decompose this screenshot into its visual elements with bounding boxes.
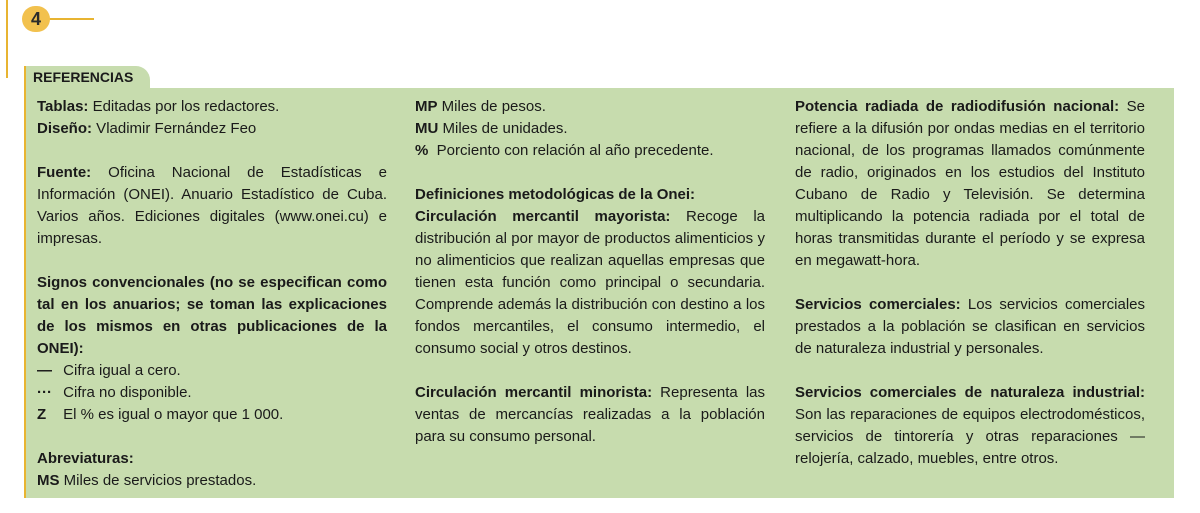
abbrev-mu: MU Miles de unidades. [415, 120, 568, 137]
def-minorista: Circulación mercantil minorista: Representa las ventas de mercancías realizadas a la población para su consumo personal. [415, 384, 765, 445]
definiciones-heading: Definiciones metodológicas de la Onei: [415, 186, 696, 203]
signo-item: ··· Cifra no disponible. [37, 384, 192, 401]
abreviaturas-heading: Abreviaturas: [37, 450, 134, 467]
signo-item: — Cifra igual a cero. [37, 362, 181, 379]
page-number: 4 [22, 6, 50, 32]
def-potencia: Potencia radiada de radiodifusión nacional: Se refiere a la difusión por ondas medias en el territorio nacional, de los programas llamados comúnmente de radio, originados en los estudios del Instituto Cubano de Radio y Televisión. Se determina multiplicando la potencia radiada por el total de horas transmitidas durante el período y se expresa en megawatt-hora. [795, 98, 1145, 269]
left-accent-rule [6, 0, 8, 78]
diseno-line: Diseño: Vladimir Fernández Feo [37, 120, 257, 137]
references-column-3 [795, 96, 1145, 470]
section-tab-label: REFERENCIAS [24, 66, 150, 88]
def-industrial: Servicios comerciales de naturaleza industrial: Son las reparaciones de equipos electrodomésticos, servicios de tintorería y otras reparaciones —relojería, calzado, muebles, entre otros. [795, 384, 1145, 467]
signos-heading: Signos convencionales (no se especifican como tal en los anuarios; se toman las explicaciones de los mismos en otras publicaciones de la ONEI): [37, 274, 387, 357]
def-mayorista: Circulación mercantil mayorista: Recoge la distribución al por mayor de productos alimenticios y no alimenticios que realizan aquellas empresas que tienen esta función como principal o secundaria. Comprende además la distribución con destino a los fondos mercantiles, el consumo intermedio, el consumo social y otros destinos. [415, 208, 765, 357]
abbrev-ms: MS Miles de servicios prestados. [37, 472, 257, 489]
abbrev-pct: % Porciento con relación al año precedente. [415, 142, 714, 159]
references-column-1 [37, 96, 387, 492]
signo-item: Z El % es igual o mayor que 1 000. [37, 406, 284, 423]
def-servicios: Servicios comerciales: Los servicios comerciales prestados a la población se clasifican en servicios de naturaleza industrial y personales. [795, 296, 1145, 357]
references-column-2 [415, 96, 765, 448]
abbrev-mp: MP Miles de pesos. [415, 98, 546, 115]
fuente-paragraph: Fuente: Oficina Nacional de Estadísticas e Información (ONEI). Anuario Estadístico de Cuba. Varios años. Ediciones digitales (www.onei.cu) e impresas. [37, 164, 387, 247]
tablas-line: Tablas: Editadas por los redactores. [37, 98, 280, 115]
